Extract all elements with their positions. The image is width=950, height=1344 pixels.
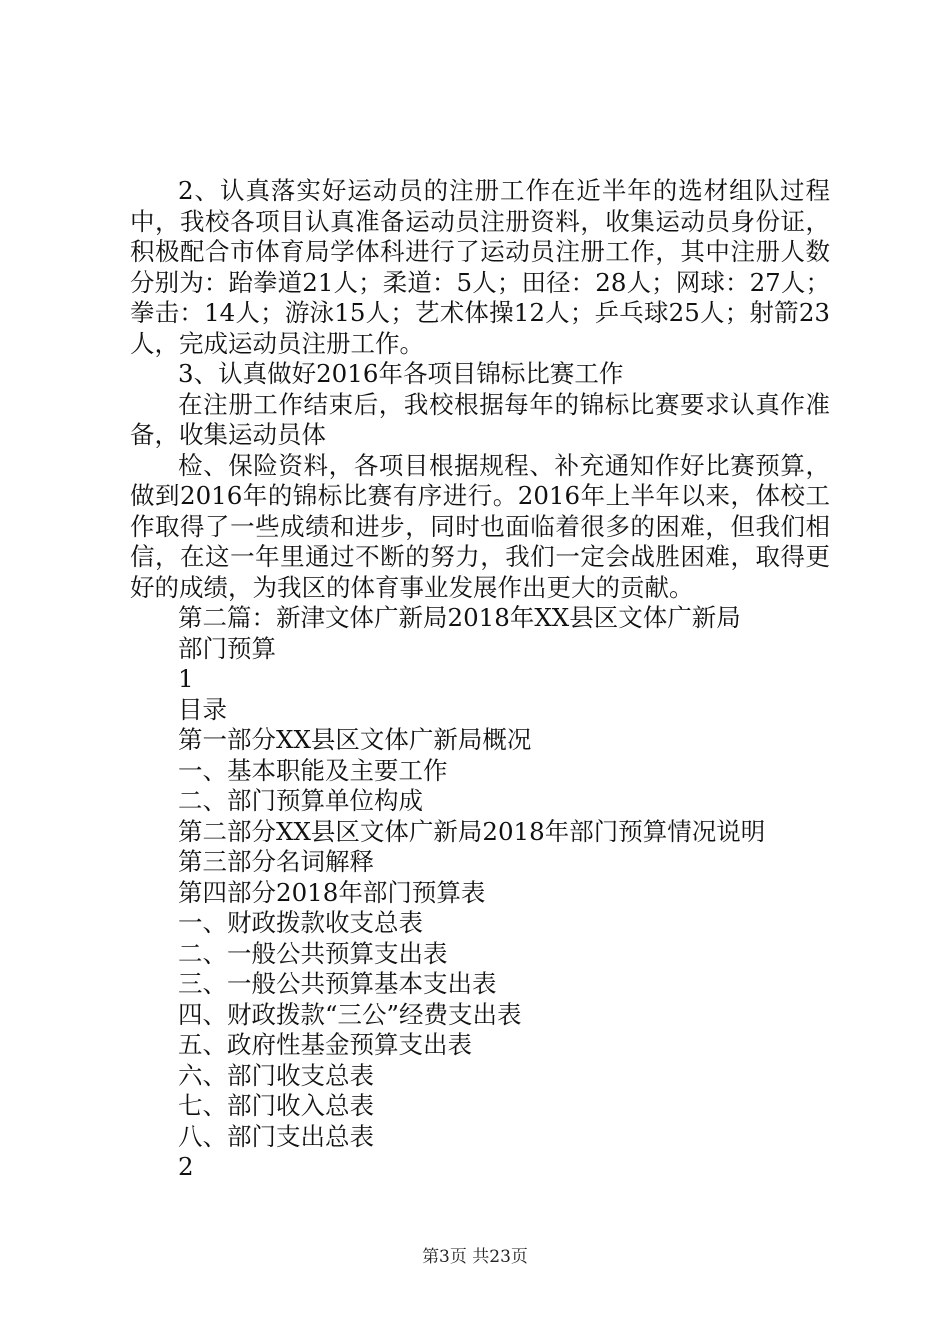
toc-item: 一、财政拨款收支总表 [178,908,423,937]
document-body [130,176,830,1183]
paragraph-inspection-insurance: 检、保险资料，各项目根据规程、补充通知作好比赛预算，做到2016年的锦标比赛有序进行。2016年上半年以来，体校工作取得了一些成绩和进步，同时也面临着很多的困难，但我们相信，在这一年里通过不断的努力，我们一定会战胜困难，取得更好的成绩，为我区的体育事业发展作出更大的贡献。 [130,450,830,602]
toc-item: 七、部门收入总表 [178,1091,374,1120]
toc-item: 二、一般公共预算支出表 [178,938,448,968]
toc-item: 第二部分XX县区文体广新局2018年部门预算情况说明 [178,816,766,846]
toc-item: 一、基本职能及主要工作 [178,755,448,785]
paragraph-championship-heading: 3、认真做好2016年各项目锦标比赛工作 [178,359,624,388]
toc-item: 二、部门预算单位构成 [178,786,423,815]
paragraph-after-registration: 在注册工作结束后，我校根据每年的锦标比赛要求认真作准备，收集运动员体 [130,389,830,449]
toc-item: 第四部分2018年部门预算表 [178,877,486,907]
toc-heading: 目录 [178,694,227,724]
toc-item: 第三部分名词解释 [178,847,374,876]
page-number-marker: 2 [178,1152,194,1181]
page-number-marker: 1 [178,664,194,693]
paragraph-athlete-registration: 2、认真落实好运动员的注册工作在近半年的选材组队过程中，我校各项目认真准备运动员注册资料，收集运动员身份证，积极配合市体育局学体科进行了运动员注册工作，其中注册人数分别为：跆拳道21人；柔道：5人；田径：28人；网球：27人；拳击：14人；游泳15人；艺术体操12人；乒乓球25人；射箭23人，完成运动员注册工作。 [130,176,830,358]
toc-item: 四、财政拨款“三公”经费支出表 [178,999,522,1029]
section-title-part-two: 第二篇：新津文体广新局2018年XX县区文体广新局 [178,603,741,632]
page-footer: 第3页 共23页 [422,1247,528,1267]
section-subtitle: 部门预算 [178,633,276,663]
toc-item: 三、一般公共预算基本支出表 [178,969,497,998]
toc-item: 第一部分XX县区文体广新局概况 [178,725,532,754]
toc-item: 五、政府性基金预算支出表 [178,1030,472,1059]
toc-item: 六、部门收支总表 [178,1060,374,1090]
toc-item: 八、部门支出总表 [178,1121,374,1151]
